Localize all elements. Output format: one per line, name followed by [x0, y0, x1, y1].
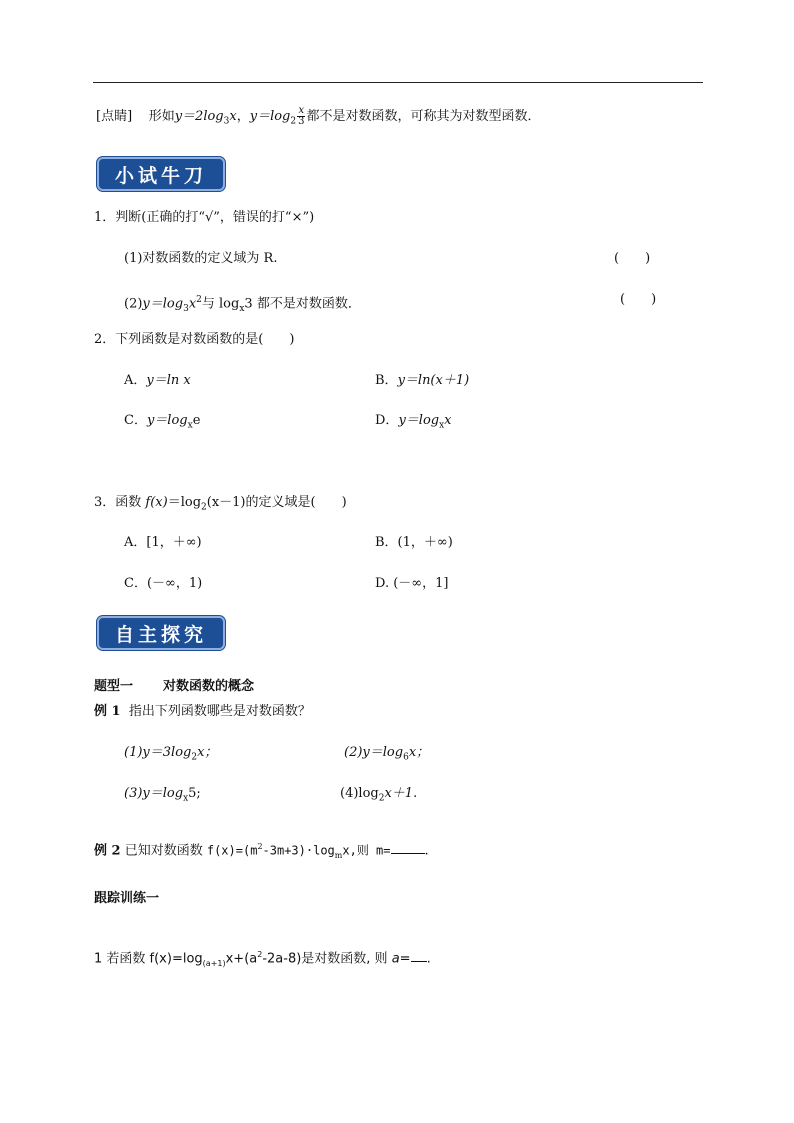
training-answer-blank[interactable] [411, 949, 427, 962]
example-2-text-d: x,则 m= [342, 843, 391, 858]
topic-1-heading [94, 678, 254, 696]
training-item-b: x+(a [225, 951, 258, 967]
explore-banner-label: 自主探究 [114, 623, 207, 646]
example-2-label: 例 2 [94, 843, 121, 859]
question-1-title: 1．判断(正确的打“√”，错误的打“×”) [94, 210, 315, 225]
note-text-1: 形如 [148, 109, 175, 124]
note-label: [点睛] [96, 109, 133, 124]
header-rule [93, 82, 703, 83]
question-3-option-d: D. (－∞，1] [375, 576, 449, 591]
example-1-item-2 [344, 744, 429, 767]
ex1-i4-sub: 2 [378, 793, 385, 804]
q2-b-text: y＝ln(x＋1) [397, 373, 470, 388]
question-1-item-1-answer: ( ) [614, 251, 651, 266]
ex1-i1-pre: (1)y＝3log [124, 745, 192, 760]
ex1-i3-pre: (3)y＝log [124, 786, 184, 801]
question-2-title: 2．下列函数是对数函数的是( ) [94, 332, 295, 347]
question-2-option-b [375, 372, 469, 390]
question-1-item-2 [124, 291, 361, 318]
q2-c-sub: x [187, 420, 193, 431]
training-item-c: -2a-8)是对数函数, 则 [262, 951, 392, 967]
ex1-i1-post: x； [197, 745, 218, 760]
ex1-i2-sub: 6 [403, 752, 409, 763]
fraction-denominator: 3 [298, 116, 305, 127]
q2-a-label: A． [124, 373, 147, 388]
example-1-text: 指出下列函数哪些是对数函数？ [128, 704, 311, 719]
example-2-text-a: 已知对数函数 [124, 843, 207, 859]
note-expr-1: y＝2log [174, 109, 224, 124]
example-1-item-1 [124, 744, 217, 767]
q2-c-pre: y＝log [146, 413, 188, 428]
note-sub-1: 3 [223, 116, 230, 127]
q1-item2-b: y＝log [142, 296, 184, 312]
note-var-1: x [229, 109, 237, 124]
question-2-option-d [375, 412, 452, 435]
q2-d-label: D． [375, 413, 399, 428]
example-1-label: 例 1 [94, 704, 121, 719]
example-1-line [94, 703, 311, 721]
q1-item2-c: x [188, 296, 197, 312]
training-item-sup: 2 [257, 950, 263, 959]
question-3-title [94, 494, 347, 517]
question-2-option-c [124, 412, 200, 435]
example-2-answer-blank[interactable] [391, 841, 425, 854]
q3-title-b: f(x) [145, 495, 168, 510]
ex1-i2-pre: (2)y＝log [344, 745, 404, 760]
ex1-i3-post: 5; [188, 786, 201, 801]
question-1-item-1: (1)对数函数的定义域为 R. [124, 251, 278, 266]
training-item-end: . [426, 951, 431, 967]
training-item-var: a [391, 951, 400, 967]
question-3-option-c: C．(－∞，1) [124, 576, 203, 591]
fraction-numerator: x [298, 105, 305, 116]
ex1-i1-sub: 2 [191, 752, 198, 763]
q2-d-pre: y＝log [398, 413, 440, 428]
q3-title-c: ＝log [167, 495, 202, 510]
question-1-item-2-answer: ( ) [620, 292, 657, 307]
example-2-text-b: f(x)=(m [206, 843, 258, 858]
topic-1-title: 对数函数的概念 [163, 679, 255, 694]
q1-item2-sub2: x [239, 303, 245, 314]
training-item-1 [94, 946, 431, 973]
practice-banner-label: 小试牛刀 [114, 164, 207, 187]
q1-item2-d: 与 log [201, 296, 240, 312]
note-expr-2: y＝log [249, 109, 291, 124]
q3-title-a: 3．函数 [94, 495, 146, 510]
ex1-i4-post: x＋1. [384, 786, 418, 801]
q2-d-sub: x [439, 420, 445, 431]
q2-a-text: y＝ln x [146, 373, 191, 388]
explore-banner [97, 616, 225, 650]
q1-item2-sub: 3 [183, 303, 189, 314]
example-1-item-3 [124, 785, 201, 808]
ex1-i2-post: x； [408, 745, 430, 760]
training-heading: 跟踪训练一 [94, 891, 160, 906]
q2-c-post: e [192, 413, 201, 428]
note-sub-2: 2 [290, 116, 297, 127]
note-fraction [297, 106, 305, 127]
practice-banner [97, 157, 225, 191]
note-text-2: 都不是对数函数，可称其为对数型函数． [306, 109, 541, 124]
question-3-option-b: B．(1，＋∞) [375, 535, 453, 550]
q1-item2-e: 3 都不是对数函数． [244, 296, 361, 312]
training-item-d: = [399, 951, 411, 967]
example-2-end: . [424, 843, 429, 859]
q1-item2-a: (2) [124, 296, 143, 312]
note-line [96, 106, 541, 131]
q3-title-d: (x－1)的定义域是( ) [206, 495, 347, 510]
example-1-item-4 [340, 785, 417, 808]
example-2-text-c: -3m+3)·log [262, 843, 335, 858]
q2-d-post: x [444, 413, 452, 428]
ex1-i4-pre: (4)log [340, 786, 379, 801]
note-sep: ， [236, 109, 250, 124]
ex1-i3-sub: x [183, 793, 189, 804]
question-2-option-a [124, 372, 191, 390]
topic-1-label: 题型一 [94, 679, 134, 694]
example-2-line [94, 838, 429, 865]
q2-b-label: B． [375, 373, 398, 388]
training-item-sub: (a+1) [202, 958, 226, 968]
question-3-option-a: A．[1，＋∞) [124, 535, 202, 550]
q2-c-label: C． [124, 413, 147, 428]
training-item-a: 1 若函数 f(x)=log [94, 951, 203, 967]
example-2-sub: m [334, 850, 343, 860]
q1-item2-sup: 2 [196, 295, 202, 305]
q3-title-sub: 2 [201, 502, 207, 513]
example-2-sup: 2 [257, 842, 263, 851]
